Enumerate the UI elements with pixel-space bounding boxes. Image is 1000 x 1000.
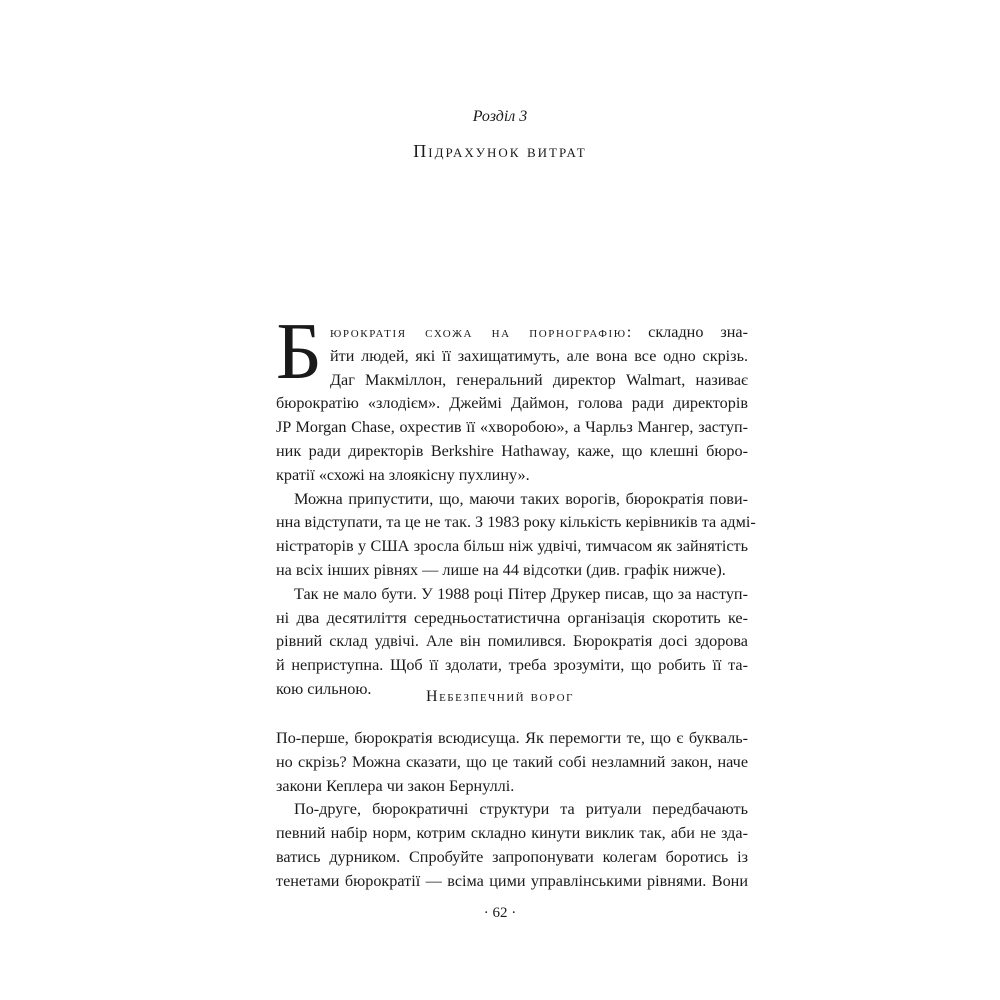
paragraph-line: По-перше, бюрократія всюдисуща. Як перемогти те, що є букваль- <box>276 729 748 747</box>
paragraph-line: на всіх інших рівнях — лише на 44 відсотки (див. графік нижче). <box>276 560 726 579</box>
paragraph-line: JP Morgan Chase, охрестив її «хворобою», а Чарльз Мангер, заступ- <box>276 418 748 437</box>
paragraph-line: Даг Макміллон, генеральний директор Walmart, називає <box>330 370 748 389</box>
page-number: · 62 · <box>483 905 517 921</box>
paragraph-line: нна відступати, та це не так. З 1983 року кількість керівників та адмі- <box>276 513 756 532</box>
paragraph-line: певний набір норм, котрим складно кинути виклик так, аби не зда- <box>276 824 748 843</box>
lead-rest: : складно зна- <box>626 323 748 341</box>
paragraph-line: но скрізь? Можна сказати, що це такий собі незламний закон, наче <box>276 752 748 771</box>
paragraph-line: ватись дурником. Спробуйте запропонувати колегам боротись із <box>276 847 748 866</box>
paragraph-line: рівний склад удвічі. Але він помилився. Бюрократія досі здорова <box>276 632 748 651</box>
opening-first-line <box>330 321 748 345</box>
drop-cap: Б <box>276 308 322 396</box>
paragraph-line: закони Кеплера чи закон Бернуллі. <box>276 776 515 795</box>
paragraph-line: кратії «схожі на злоякісну пухлину». <box>276 465 530 484</box>
section-body <box>276 727 748 894</box>
paragraph-line: Можна припустити, що, маючи таких ворогів, бюрократія пови- <box>294 489 748 508</box>
chapter-label: Розділ 3 <box>472 108 528 125</box>
paragraph-line: Так не мало бути. У 1988 році Пітер Друкер писав, що за наступ- <box>294 584 748 603</box>
paragraph-line: й неприступна. Щоб її здолати, треба зрозуміти, що робить її та- <box>276 656 748 675</box>
paragraph-line: По-друге, бюрократичні структури та ритуали передбачають <box>294 800 748 819</box>
paragraph-line: тенетами бюрократії — всіма цими управлінськими рівнями. Вони <box>276 871 748 890</box>
section-heading: Небезпечний ворог <box>426 688 574 705</box>
opening-paragraph <box>276 321 756 702</box>
paragraph-line: ні два десятиліття середньостатистична організація скоротить ке- <box>276 608 748 627</box>
paragraph-line: бюрократію «злодієм». Джеймі Даймон, голова ради директорів <box>276 394 748 413</box>
paragraph-line: кою сильною. <box>276 679 372 698</box>
chapter-title: Підрахунок витрат <box>413 141 587 161</box>
paragraph-line: йти людей, які її захищатимуть, але вона все одно скрізь. <box>330 346 748 365</box>
paragraph-line: ністраторів у США зросла більш ніж удвічі, тимчасом як зайнятість <box>276 537 748 556</box>
lead-in: юрократія схожа на порнографію <box>330 323 627 341</box>
paragraph-line: ник ради директорів Berkshire Hathaway, каже, що клешні бюро- <box>276 441 748 460</box>
